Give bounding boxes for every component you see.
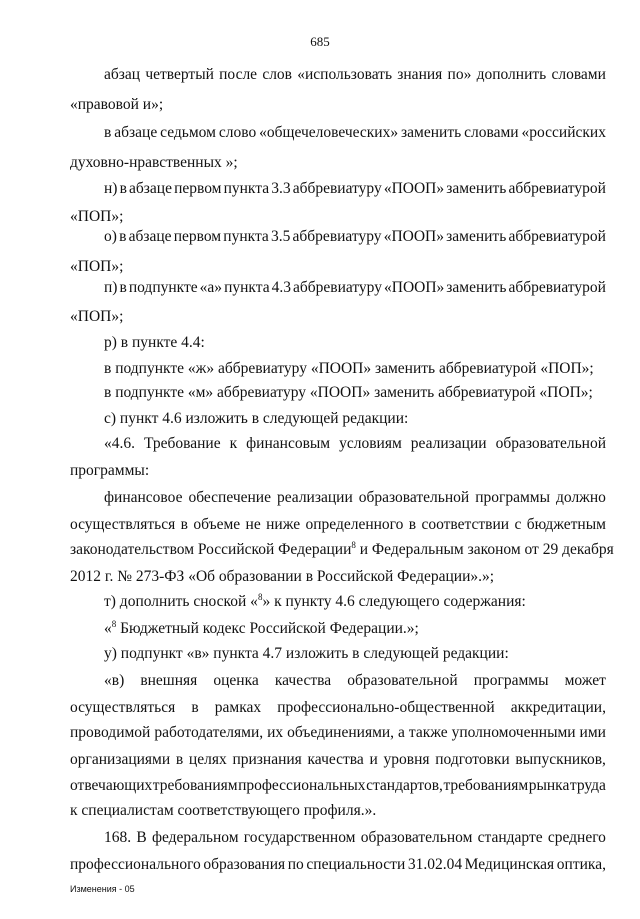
text-line: 2012 г. № 273-ФЗ «Об образовании в Российской Федерации».»; bbox=[70, 568, 495, 585]
word: четвертый bbox=[145, 66, 214, 83]
text-fragment: Бюджетный кодекс Российской Федерации.»; bbox=[116, 620, 419, 637]
word: может bbox=[564, 672, 606, 689]
word: 31.02.04 bbox=[407, 856, 463, 873]
word: труда bbox=[569, 777, 606, 794]
text-fragment: т) дополнить сноской « bbox=[104, 593, 258, 610]
text-line bbox=[70, 516, 606, 534]
word: целях bbox=[188, 751, 227, 768]
word: реализации bbox=[410, 435, 487, 452]
word: аббревиатуру bbox=[292, 180, 382, 197]
word: «общечеловеческих» bbox=[259, 124, 399, 141]
word: стандарте bbox=[477, 829, 543, 846]
word: рамках bbox=[214, 699, 262, 716]
word: проводимой bbox=[70, 724, 151, 741]
word: в bbox=[180, 516, 188, 533]
text-line bbox=[104, 593, 526, 611]
word: осуществляться bbox=[70, 699, 176, 716]
text-line bbox=[104, 620, 419, 638]
word: абзаце bbox=[129, 180, 172, 197]
word: среднего bbox=[547, 829, 606, 846]
word: качества bbox=[307, 751, 364, 768]
word: пункта bbox=[223, 228, 269, 245]
word: подготовки bbox=[435, 751, 510, 768]
text-line bbox=[104, 489, 606, 507]
word: специальности bbox=[306, 856, 406, 873]
text-fragment: и Федеральным законом от 29 декабря bbox=[359, 541, 614, 558]
text-line bbox=[104, 66, 606, 84]
word: их bbox=[267, 724, 284, 741]
word: рынка bbox=[528, 777, 570, 794]
word: аббревиатурой bbox=[508, 279, 606, 296]
word: словами bbox=[464, 124, 519, 141]
word: с bbox=[514, 516, 522, 533]
text-line: в подпункте «м» аббревиатуру «ПООП» заменить аббревиатурой «ПОП»; bbox=[104, 384, 593, 401]
text-line bbox=[70, 724, 606, 742]
text-fragment: законодательством Российской Федерации bbox=[70, 541, 352, 558]
word: первом bbox=[173, 228, 222, 245]
word: аббревиатуру bbox=[292, 279, 382, 296]
word: абзаце bbox=[114, 124, 158, 141]
word: объединениями, bbox=[287, 724, 395, 741]
text-line: к специалистам соответствующего профиля.». bbox=[70, 802, 377, 819]
word: требованиям bbox=[443, 777, 529, 794]
footnote-ref: 8 bbox=[351, 539, 356, 550]
word: образования bbox=[203, 856, 286, 873]
word: аббревиатурой bbox=[508, 228, 606, 245]
word: в bbox=[119, 180, 127, 197]
word: словами bbox=[551, 66, 606, 83]
word: ниже bbox=[266, 516, 301, 533]
footnote-ref: 8 bbox=[257, 591, 263, 602]
word: программы bbox=[475, 489, 551, 506]
word: программы bbox=[473, 672, 549, 689]
word: «4.6. bbox=[104, 435, 135, 452]
word: «ПООП» bbox=[384, 279, 445, 296]
text-line bbox=[104, 829, 606, 847]
text-line bbox=[104, 672, 606, 690]
word: обеспечение bbox=[188, 489, 271, 506]
word: Требование bbox=[144, 435, 221, 452]
word: аббревиатурой bbox=[508, 180, 606, 197]
word: Медицинская bbox=[464, 856, 555, 873]
word: а bbox=[398, 724, 405, 741]
text-line bbox=[104, 279, 606, 297]
word: и bbox=[369, 751, 378, 768]
word: оценка bbox=[213, 672, 259, 689]
word: «российских bbox=[521, 124, 606, 141]
text-line bbox=[70, 856, 606, 874]
word: пункта bbox=[224, 279, 270, 296]
word: по» bbox=[447, 66, 472, 83]
word: подпункте bbox=[128, 279, 198, 296]
text-fragment: » к пункту 4.6 следующего содержания: bbox=[262, 593, 526, 610]
word: к bbox=[229, 435, 238, 452]
word: организациями bbox=[70, 751, 171, 768]
word: образовательной bbox=[358, 489, 470, 506]
text-line bbox=[104, 435, 606, 453]
word: н) bbox=[104, 180, 118, 197]
word: в bbox=[119, 279, 127, 296]
word: ими bbox=[579, 724, 606, 741]
word: осуществляться bbox=[70, 516, 176, 533]
word: стандартов, bbox=[366, 777, 443, 794]
word: условиям bbox=[339, 435, 402, 452]
word: финансовое bbox=[104, 489, 183, 506]
word: первом bbox=[174, 180, 222, 197]
word: финансовым bbox=[246, 435, 331, 452]
word: федеральном bbox=[151, 829, 239, 846]
word: также bbox=[408, 724, 448, 741]
text-line bbox=[70, 541, 614, 559]
word: «ПООП» bbox=[383, 180, 445, 197]
text-line: духовно-нравственных »; bbox=[70, 154, 238, 171]
word: профессиональных bbox=[238, 777, 366, 794]
text-line bbox=[70, 699, 606, 717]
word: заменить bbox=[401, 124, 462, 141]
word: внешняя bbox=[140, 672, 198, 689]
word: не bbox=[245, 516, 261, 533]
word: знания bbox=[397, 66, 443, 83]
word: качества bbox=[274, 672, 332, 689]
word: пункта bbox=[223, 180, 270, 197]
text-line bbox=[104, 180, 606, 198]
word: государственном bbox=[243, 829, 356, 846]
word: в bbox=[119, 228, 127, 245]
word: реализации bbox=[276, 489, 353, 506]
word: п) bbox=[104, 279, 118, 296]
word: седьмом bbox=[160, 124, 216, 141]
word: аккредитации, bbox=[510, 699, 606, 716]
word: 3.3 bbox=[271, 180, 291, 197]
word: заменить bbox=[446, 279, 507, 296]
word: уполномоченными bbox=[451, 724, 576, 741]
word: профессионального bbox=[70, 856, 201, 873]
word: определенного bbox=[305, 516, 404, 533]
word: аббревиатуру bbox=[292, 228, 382, 245]
text-line bbox=[70, 777, 606, 795]
text-line bbox=[104, 124, 606, 142]
word: слово bbox=[218, 124, 257, 141]
word: образовательной bbox=[347, 672, 458, 689]
word: в bbox=[408, 516, 417, 533]
word: 3.5 bbox=[270, 228, 291, 245]
word: в bbox=[191, 699, 199, 716]
text-line bbox=[70, 751, 606, 769]
text-line: в подпункте «ж» аббревиатуру «ПООП» заменить аббревиатурой «ПОП»; bbox=[104, 360, 594, 377]
word: образовательной bbox=[495, 435, 606, 452]
word: заменить bbox=[446, 180, 507, 197]
word: 168. bbox=[104, 829, 132, 846]
word: отвечающих bbox=[70, 777, 153, 794]
text-line: р) в пункте 4.4: bbox=[104, 334, 205, 351]
word: в bbox=[175, 751, 184, 768]
text-line: «ПОП»; bbox=[70, 208, 124, 225]
word: выпускников, bbox=[515, 751, 606, 768]
word: абзац bbox=[104, 66, 141, 83]
word: после bbox=[219, 66, 258, 83]
word: о) bbox=[104, 228, 117, 245]
word: 4.3 bbox=[271, 279, 291, 296]
text-line: программы: bbox=[70, 462, 150, 479]
text-line: «правовой и»; bbox=[70, 96, 164, 113]
word: работодателями, bbox=[154, 724, 264, 741]
word: бюджетным bbox=[526, 516, 606, 533]
word: дополнить bbox=[476, 66, 547, 83]
word: уровня bbox=[383, 751, 430, 768]
word: профессионально-общественной bbox=[277, 699, 495, 716]
text-line: у) подпункт «в» пункта 4.7 изложить в следующей редакции: bbox=[104, 645, 509, 662]
text-line: с) пункт 4.6 изложить в следующей редакции: bbox=[104, 410, 409, 427]
text-fragment: « bbox=[104, 620, 112, 637]
word: соответствии bbox=[421, 516, 510, 533]
word: должно bbox=[556, 489, 606, 506]
word: заменить bbox=[446, 228, 507, 245]
word: «использовать bbox=[297, 66, 393, 83]
word: объеме bbox=[193, 516, 241, 533]
footnote-ref: 8 bbox=[111, 618, 117, 629]
word: требованиям bbox=[152, 777, 238, 794]
word: слов bbox=[262, 66, 292, 83]
text-line bbox=[104, 228, 606, 246]
word: в bbox=[104, 124, 112, 141]
text-line: «ПОП»; bbox=[70, 258, 124, 275]
word: по bbox=[287, 856, 304, 873]
page-number: 685 bbox=[310, 34, 330, 49]
text-line: «ПОП»; bbox=[70, 308, 124, 325]
word: оптика, bbox=[556, 856, 606, 873]
footer-note: Изменения - 05 bbox=[70, 884, 135, 894]
word: признания bbox=[232, 751, 302, 768]
word: «а» bbox=[199, 279, 223, 296]
word: В bbox=[136, 829, 147, 846]
word: «в) bbox=[104, 672, 125, 689]
word: «ПООП» bbox=[383, 228, 444, 245]
word: абзаце bbox=[128, 228, 172, 245]
word: образовательном bbox=[360, 829, 473, 846]
